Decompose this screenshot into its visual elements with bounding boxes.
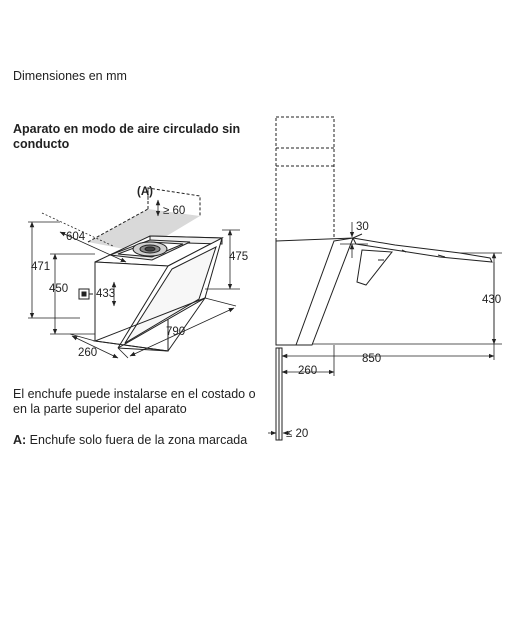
- dim-inner-depth: 433: [96, 288, 116, 300]
- dim-top-offset: 30: [356, 221, 369, 233]
- socket-note-line1: El enchufe puede instalarse en el costado o: [13, 387, 256, 401]
- marked-zone-text: Enchufe solo fuera de la zona marcada: [26, 433, 248, 447]
- dim-front-length: 790: [166, 326, 186, 338]
- dim-width: 604: [66, 231, 86, 243]
- zone-label: (A): [137, 186, 153, 198]
- dim-wall-depth: 260: [298, 365, 318, 377]
- units-note: Dimensiones en mm: [13, 69, 127, 83]
- dim-lower-height: 450: [49, 283, 69, 295]
- marked-zone-key: A:: [13, 433, 27, 447]
- isometric-view: [79, 188, 222, 351]
- dim-total-depth: 850: [362, 353, 382, 365]
- dim-height: 430: [482, 294, 502, 306]
- side-view: [276, 117, 492, 440]
- section-title-line1: Aparato en modo de aire circulado sin: [13, 122, 241, 136]
- flap-arm: [357, 250, 392, 285]
- dim-bottom-depth: 260: [78, 347, 98, 359]
- dim-wall-gap: ≤ 20: [286, 428, 309, 440]
- dim-top-clearance: ≥ 60: [163, 205, 186, 217]
- section-title-line2: conducto: [13, 137, 70, 151]
- chimney-dashed: [276, 117, 334, 241]
- socket-note-line2: en la parte superior del aparato: [13, 402, 187, 416]
- dim-total-height: 471: [31, 261, 51, 273]
- dim-side-depth: 475: [229, 251, 249, 263]
